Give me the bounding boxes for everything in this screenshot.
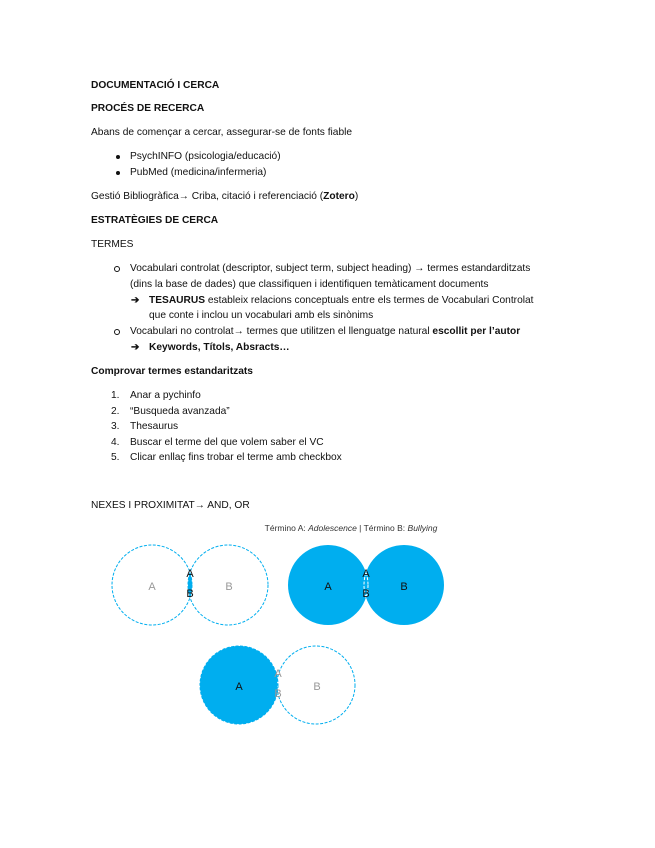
venn-or xyxy=(288,545,444,625)
tesaurus-desc: estableix relacions conceptuals entre els termes de Vocabulari Controlat xyxy=(205,295,534,306)
source-item: PubMed (medicina/infermeria) xyxy=(130,167,267,178)
circle-bullet-icon xyxy=(114,329,120,335)
uncontrolled-line xyxy=(130,325,520,338)
tesaurus-term: TESAURUS xyxy=(149,295,206,306)
right-arrow-icon: ➔ xyxy=(131,342,140,353)
gestio-text: Gestió Bibliogràfica→ Criba, citació i referenciació ( xyxy=(91,191,324,202)
venn-and xyxy=(112,545,268,625)
bullet-icon xyxy=(116,155,120,159)
venn-label-a: A xyxy=(362,568,370,580)
circle-bullet-icon xyxy=(114,266,120,272)
step-item: Anar a pychinfo xyxy=(130,390,201,401)
venn-label-a: A xyxy=(148,581,156,593)
step-number: 1. xyxy=(111,390,120,401)
right-arrow-icon: ➔ xyxy=(131,295,140,306)
venn-diagrams xyxy=(0,515,655,815)
uncontrolled-sub: Keywords, Títols, Absracts… xyxy=(149,342,290,353)
source-item: PsychINFO (psicologia/educació) xyxy=(130,151,281,162)
gestio-suffix: ) xyxy=(354,191,359,202)
tesaurus-line2: que conte i inclou un vocabulari amb els sinònims xyxy=(149,310,374,321)
controlled-line1: Vocabulari controlat (descriptor, subject term, subject heading) → termes estandarditzats xyxy=(130,263,531,274)
step-item: “Busqueda avanzada” xyxy=(130,406,230,417)
uncontrolled-bold: escollit per l’autor xyxy=(432,326,521,337)
controlled-line2: (dins la base de dades) que classifiquen i identifiquen temàticament documents xyxy=(130,279,489,290)
venn-label-b: B xyxy=(186,588,194,600)
venn-label-a: A xyxy=(186,568,194,580)
venn-label-a: A xyxy=(324,581,332,593)
step-number: 5. xyxy=(111,452,120,463)
bullet-icon xyxy=(116,171,120,175)
step-number: 3. xyxy=(111,421,120,432)
compare-heading: Comprovar termes estandaritzats xyxy=(91,366,253,377)
venn-caption: Término A: Adolescence | Término B: Bullying xyxy=(264,523,438,533)
venn-label-b: B xyxy=(274,688,282,700)
step-item: Clicar enllaç fins trobar el terme amb checkbox xyxy=(130,452,342,463)
venn-label-a: A xyxy=(235,681,243,693)
gestio-line xyxy=(91,190,358,203)
tesaurus-line xyxy=(149,294,534,307)
section-heading-strategies: ESTRATÈGIES DE CERCA xyxy=(91,215,219,226)
step-item: Thesaurus xyxy=(130,421,179,432)
step-number: 4. xyxy=(111,437,120,448)
venn-label-b: B xyxy=(362,588,370,600)
nexes-heading: NEXES I PROXIMITAT→ AND, OR xyxy=(91,500,250,511)
step-item: Buscar el terme del que volem saber el VC xyxy=(130,437,324,448)
venn-label-b: B xyxy=(225,581,233,593)
termes-label: TERMES xyxy=(91,239,134,250)
intro-text: Abans de començar a cercar, assegurar-se de fonts fiable xyxy=(91,127,353,138)
venn-not xyxy=(200,646,355,724)
doc-title: DOCUMENTACIÓ I CERCA xyxy=(91,80,220,91)
venn-label-b: B xyxy=(313,681,321,693)
step-number: 2. xyxy=(111,406,120,417)
section-heading-process: PROCÉS DE RECERCA xyxy=(91,103,205,114)
gestio-tool: Zotero xyxy=(323,191,355,202)
venn-label-b: B xyxy=(400,581,408,593)
venn-label-a: A xyxy=(274,668,282,680)
uncontrolled-text: Vocabulari no controlat→ termes que utilitzen el llenguatge natural xyxy=(130,326,433,337)
